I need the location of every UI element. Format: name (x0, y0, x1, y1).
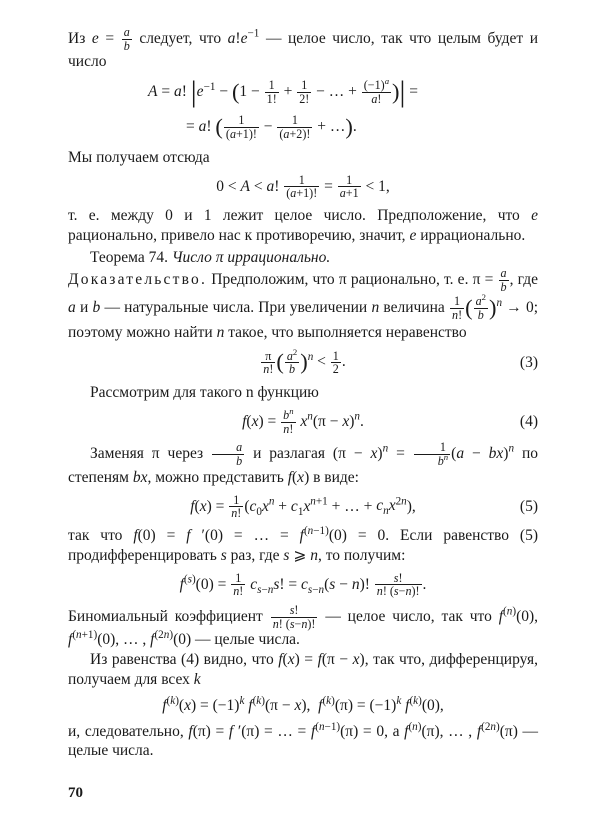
formula-bound: 0 < A < a! $\frac{1}{(a+1)!}$ = $\frac{1}{a+1}$ < 1, (216, 172, 390, 201)
formula-3: $\frac{\pi}{n!}$ ( $\frac{a^2}{b}$ )$^n$ < $\frac{1}{2}$ . (3) (263, 346, 538, 377)
page-number: 70 (68, 785, 83, 801)
formula-A-cont: = a! ( $\frac{1}{(a+1)!}$ − $\frac{1}{(a+2)!}$ + …). (186, 113, 357, 141)
equation-number: (3) (519, 353, 538, 371)
text: → 0; поэтому можно найти (68, 298, 539, 341)
paragraph-proof: Доказательство. Предположим, что π рационально, т. е. π = $\frac{a}{b}$ , где a и b — натуральные числа. При увеличении n величина $\frac{1}{n!}$ ( $\frac{a^2}{b}$ )$^n$ → 0; поэтому можно найти n такое, что выполняется неравенство (68, 266, 539, 341)
text: — натуральные числа. При увеличении (104, 298, 368, 316)
text: , где (509, 271, 538, 289)
text: и (79, 298, 89, 316)
text: , можно представить (147, 468, 284, 486)
formula-fk: $f^{(k)}(x) = (-1)^k$ $f^{(k)}(\pi - x)$, $f^{(k)}(\pi) = (-1)^k$ $f^{(k)}(0)$, (162, 694, 444, 714)
page-text (68, 26, 538, 761)
formula-4: f(x) = $\frac{b^n}{n!}$ $x^n(\pi - x)^n$. (4) (242, 405, 538, 436)
text: по степеням (68, 445, 539, 486)
proof-word: Доказательство. (68, 271, 208, 289)
text: и, следовательно, (68, 722, 184, 740)
text: , то получим: (317, 546, 406, 564)
text: следует, что (139, 29, 222, 47)
text: Из равенства (4) видно, что (90, 651, 274, 669)
text: такое, что выполняется неравенство (228, 323, 467, 341)
formula-5: f(x) = $\frac{1}{n!}$ ($c_0x^n + c_1x^{n+1}$ + … + $c_nx^{2n}$), (5) (190, 492, 538, 521)
theorem-label: Теорема 74. (90, 248, 168, 266)
text: , а (384, 722, 400, 740)
text: Мы получаем отсюда (68, 148, 210, 166)
text: и разлагая (253, 445, 326, 463)
theorem-74 (68, 248, 538, 268)
text: — целое число, так что (325, 607, 492, 625)
text: раз, где (230, 546, 280, 564)
text: Рассмотрим для такого n функцию (90, 384, 319, 402)
paragraph-derivatives: так что f(0) = f ′(0) = … = $f^{(n-1)}(0) = 0$. Если равенство (5) продифференцировать s раз, где s ⩾ n, то получим: (68, 524, 538, 564)
paragraph-binomial: Биномиальный коэффициент $\frac{s!}{n! (s-n)!}$ — целое число, так что $f^{(n)}(0)$, $f^{(n+1)}(0)$, … , $f^{(2n)}(0)$ — целые числа. (68, 602, 539, 649)
paragraph-symmetry: Из равенства (4) видно, что f(x) = f(π − x), так что, дифференцируя, получаем для всех k (68, 651, 539, 688)
theorem-text: Число π иррационально. (171, 248, 331, 266)
formula-A: A = a! $|e^{-1} - (1$ − $\frac{1}{1!}$ + $\frac{1}{2!}$ − … + $\frac{(-1)^a}{a!}$ )| = (148, 76, 419, 109)
paragraph-conclusion: и, следовательно, f(π) = f ′(π) = … = $f^{(n-1)}(\pi) = 0$, а $f^{(n)}(\pi)$, … , $f^{(2n)}(\pi)$ — целые числа. (68, 720, 539, 760)
paragraph-obtain (68, 148, 538, 168)
paragraph-expand: Заменяя π через $\frac{a}{b}$ и разлагая $(\pi - x)^n$ = $\frac{1}{b^n}$ (a − bx)$^n$ по степеням bx, можно представить f(x) в виде: (68, 440, 539, 486)
text: — целые числа. (68, 722, 539, 760)
equation-number: (5) (519, 497, 538, 515)
text: , так что, дифференцируя, получаем для всех (68, 651, 539, 688)
text: рационально, привело нас к противоречию, значит, (68, 226, 406, 244)
paragraph-contradiction: т. е. между 0 и 1 лежит целое число. Предположение, что e рационально, привело нас к противоречию, значит, e иррационально. (68, 206, 539, 244)
formula-fs: $f^{(s)}(0)$ = $\frac{1}{n!}$ $c_{s-n}s$! = $c_{s-n}(s - n)$! $\frac{s!}{n! (s-n)!}$ . (179, 570, 427, 599)
text: Из (68, 29, 86, 47)
text: иррационально. (420, 226, 526, 244)
text: — целые числа. (195, 631, 300, 649)
text: в виде: (313, 468, 359, 486)
paragraph-e-integer: Из e = $\frac{a}{b}$ следует, что $a!e^{-1}$ — целое число, так что целым будет и число (68, 25, 539, 71)
text: величина (383, 298, 445, 316)
text: т. е. между 0 и 1 лежит целое число. Предположение, что (68, 206, 520, 224)
text: Предположим, что π рационально, т. е. (211, 271, 469, 289)
paragraph-function (68, 383, 538, 403)
equation-number: (4) (519, 413, 538, 431)
text: Если равенство (5) продифференцировать (68, 526, 538, 564)
text: Заменяя π через (90, 445, 204, 463)
text: Биномиальный коэффициент (68, 607, 263, 625)
text: — целое число, так что целым будет и число (68, 29, 539, 71)
text: так что (68, 526, 123, 544)
